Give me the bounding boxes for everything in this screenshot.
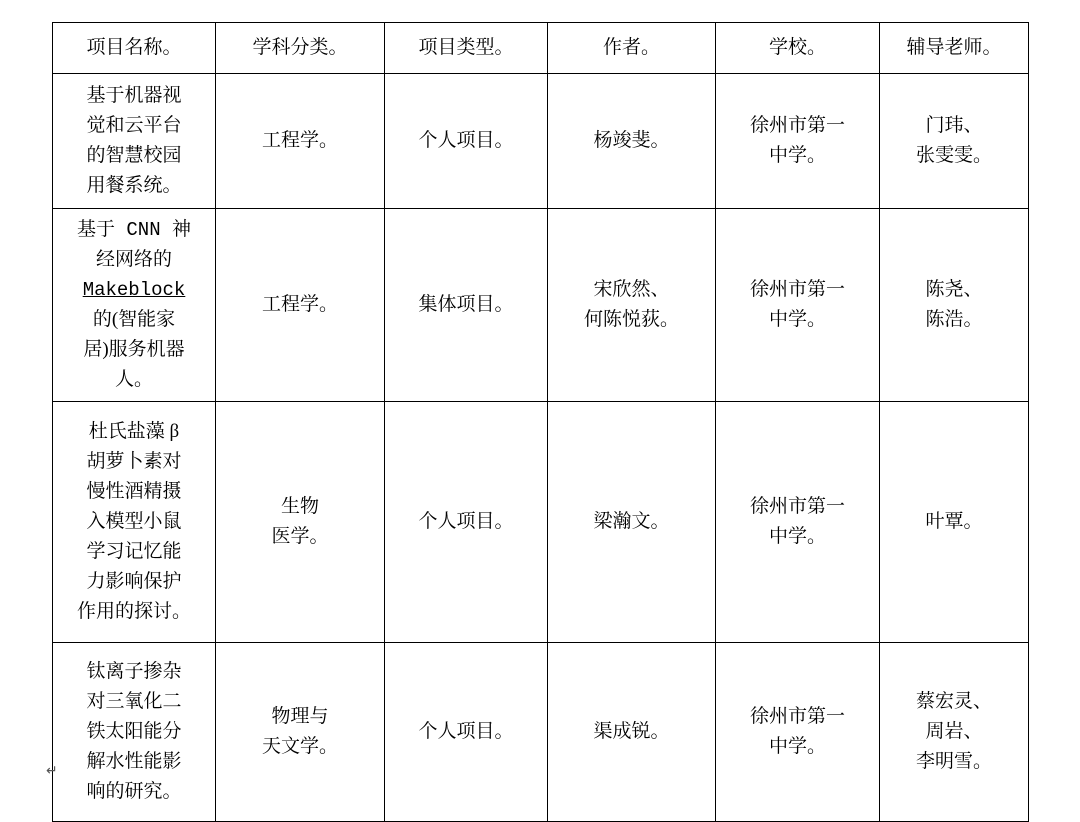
cell-author: 梁瀚文。 — [548, 402, 716, 643]
project-name-line: 入模型小鼠 — [86, 511, 182, 532]
cell-advisor: 叶覃。 — [880, 402, 1029, 643]
table-row — [53, 74, 1029, 209]
cell-project-name — [53, 643, 216, 822]
project-name-line: 人。 — [114, 369, 153, 390]
cell-author: 杨竣斐。 — [548, 74, 716, 209]
discipline-line: 生物 — [280, 496, 319, 517]
project-name-line: 对三氧化二 — [86, 691, 182, 712]
advisor-line: 周岩、 — [925, 721, 983, 742]
advisor-line: 张雯雯。 — [915, 145, 992, 166]
school-line: 中学。 — [768, 309, 826, 330]
project-name-line: 杜氏盐藻 β — [88, 421, 180, 442]
project-name-line: 经网络的 — [95, 249, 172, 270]
project-name-line: 解水性能影 — [86, 751, 182, 772]
project-name-line: 学习记忆能 — [86, 541, 182, 562]
cell-advisor — [880, 643, 1029, 822]
project-name-line: 胡萝卜素对 — [86, 451, 182, 472]
project-name-line: 基于 CNN 神 — [76, 219, 191, 241]
table-header-school: 学校。 — [716, 23, 880, 74]
cell-project-type: 个人项目。 — [385, 74, 548, 209]
discipline-line: 天文学。 — [261, 736, 338, 757]
cell-advisor — [880, 74, 1029, 209]
school-line: 徐州市第一 — [749, 115, 845, 136]
project-table — [52, 22, 1029, 822]
advisor-line: 李明雪。 — [915, 751, 992, 772]
project-name-line: 的智慧校园 — [86, 145, 182, 166]
cell-advisor — [880, 209, 1029, 402]
cell-project-name — [53, 402, 216, 643]
cell-project-type: 集体项目。 — [385, 209, 548, 402]
project-name-line: Makeblock — [82, 279, 186, 301]
project-name-line: 铁太阳能分 — [86, 721, 182, 742]
project-name-line: 用餐系统。 — [86, 175, 182, 196]
table-header-advisor: 辅导老师。 — [880, 23, 1029, 74]
table-row — [53, 643, 1029, 822]
project-name-line: 作用的探讨。 — [76, 601, 191, 622]
school-line: 中学。 — [768, 145, 826, 166]
author-line: 宋欣然、 — [593, 279, 670, 300]
school-line: 徐州市第一 — [749, 279, 845, 300]
table-row — [53, 402, 1029, 643]
table-header-author: 作者。 — [548, 23, 716, 74]
cell-project-name — [53, 74, 216, 209]
discipline-line: 医学。 — [271, 526, 329, 547]
cell-project-name — [53, 209, 216, 402]
cell-school — [716, 643, 880, 822]
table-header-row — [53, 23, 1029, 74]
cell-discipline — [216, 402, 385, 643]
table-header-discipline: 学科分类。 — [216, 23, 385, 74]
table-header-project-type: 项目类型。 — [385, 23, 548, 74]
school-line: 中学。 — [768, 736, 826, 757]
paragraph-mark: ↵ — [46, 762, 58, 778]
project-name-line: 的(智能家 — [92, 309, 176, 330]
project-name-line: 觉和云平台 — [86, 115, 182, 136]
cell-project-type: 个人项目。 — [385, 402, 548, 643]
project-name-line: 钛离子掺杂 — [86, 661, 182, 682]
cell-project-type: 个人项目。 — [385, 643, 548, 822]
cell-discipline: 工程学。 — [216, 209, 385, 402]
project-name-line: 响的研究。 — [86, 781, 182, 802]
school-line: 中学。 — [768, 526, 826, 547]
advisor-line: 蔡宏灵、 — [915, 691, 992, 712]
cell-discipline: 工程学。 — [216, 74, 385, 209]
project-name-line: 慢性酒精摄 — [86, 481, 182, 502]
discipline-line: 物理与 — [271, 706, 329, 727]
project-name-line: 基于机器视 — [86, 85, 182, 106]
school-line: 徐州市第一 — [749, 706, 845, 727]
advisor-line: 陈浩。 — [925, 309, 983, 330]
cell-author: 渠成锐。 — [548, 643, 716, 822]
table-row — [53, 209, 1029, 402]
advisor-line: 陈尧、 — [925, 279, 983, 300]
cell-author — [548, 209, 716, 402]
table-header-project-name: 项目名称。 — [53, 23, 216, 74]
school-line: 徐州市第一 — [749, 496, 845, 517]
cell-discipline — [216, 643, 385, 822]
project-name-line: 居)服务机器 — [83, 339, 185, 360]
cell-school — [716, 402, 880, 643]
cell-school — [716, 209, 880, 402]
project-table-container — [52, 22, 1028, 822]
project-name-line: 力影响保护 — [86, 571, 182, 592]
author-line: 何陈悦荻。 — [583, 309, 679, 330]
advisor-line: 门玮、 — [925, 115, 983, 136]
cell-school — [716, 74, 880, 209]
